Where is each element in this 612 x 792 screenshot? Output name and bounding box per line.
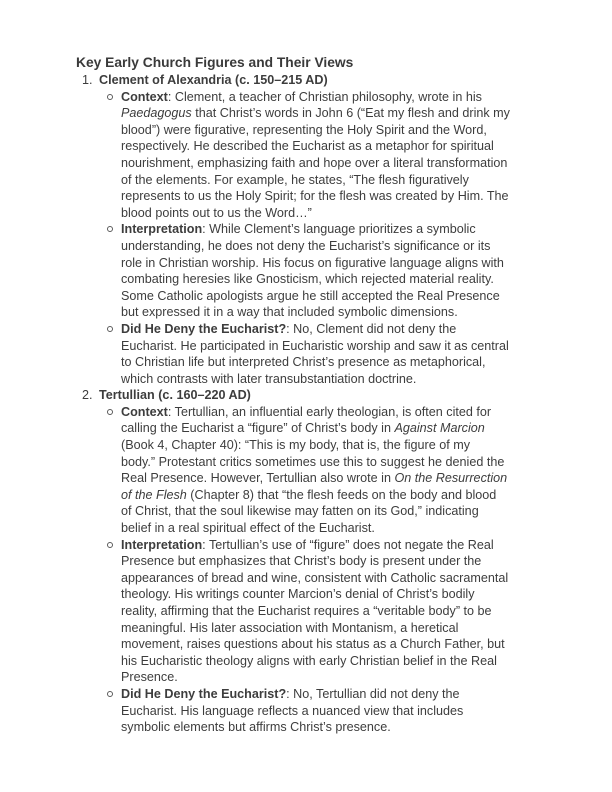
point-text: nourishment, emphasizing faith and hope over a literal transformation <box>121 155 508 170</box>
figure-clement <box>82 72 546 387</box>
point-text: Presence but emphasizes that Christ’s body is present under the <box>121 554 482 569</box>
point-text: : Tertullian, an influential early theologian, is often cited for <box>167 404 492 419</box>
hollow-bullet-icon <box>107 94 113 100</box>
work-title: Paedagogus <box>121 106 192 121</box>
point-text: appearances of bread and wine, consistent with Catholic sacramental <box>121 570 509 585</box>
work-title: of the Flesh <box>121 487 187 502</box>
point-text: combating heresies like Gnosticism, which rejected material reality. <box>121 272 494 287</box>
hollow-bullet-icon <box>107 542 113 548</box>
point-text: belief in a real spiritual effect of the Eucharist. <box>121 521 375 536</box>
point-list <box>82 404 546 736</box>
list-number: 1. <box>82 73 93 87</box>
point-text: blood”) were figurative, representing the Holy Spirit and the Word, <box>121 122 487 137</box>
hollow-bullet-icon <box>107 226 113 232</box>
point-text: theology. His writings counter Marcion’s denial of Christ’s bodily <box>121 587 475 602</box>
work-title: On the Resurrection <box>394 471 508 486</box>
figure-title: Tertullian (c. 160–220 AD) <box>99 388 251 403</box>
point-text: Presence. <box>121 670 178 685</box>
point-text: Eucharist. His language reflects a nuanced view that includes <box>121 703 464 718</box>
hollow-bullet-icon <box>107 326 113 332</box>
point-label: Context <box>121 404 168 419</box>
point-text: calling the Eucharist a “figure” of Christ’s body in <box>121 421 395 436</box>
point-text: to Christian life but interpreted Christ’s presence as metaphorical, <box>121 355 486 370</box>
point-context <box>82 89 534 222</box>
point-text: Eucharist. He participated in Eucharistic worship and saw it as central <box>121 338 509 353</box>
point-text: : While Clement’s language prioritizes a symbolic <box>202 222 476 237</box>
point-text: respectively. He described the Eucharist as a metaphor for spiritual <box>121 139 494 154</box>
point-text: : Clement, a teacher of Christian philosophy, wrote in his <box>167 89 482 104</box>
point-text: symbolic elements but affirms Christ’s presence. <box>121 720 391 735</box>
point-text: role in Christian worship. His focus on figurative language aligns with <box>121 255 504 270</box>
point-interpretation <box>82 537 534 686</box>
point-text: : Tertullian’s use of “figure” does not negate the Real <box>202 537 494 552</box>
point-label: Did He Deny the Eucharist? <box>121 321 287 336</box>
figure-heading <box>82 387 546 404</box>
point-text: : No, Tertullian did not deny the <box>286 686 460 701</box>
point-text: represents to us the Holy Spirit; for the flesh was created by Him. The <box>121 189 509 204</box>
point-did-he-deny <box>82 321 534 387</box>
point-context <box>82 404 534 537</box>
figure-heading <box>82 72 546 89</box>
point-text: but expressed it in a way that included symbolic dimensions. <box>121 305 458 320</box>
point-label: Context <box>121 89 168 104</box>
point-label: Interpretation <box>121 537 203 552</box>
hollow-bullet-icon <box>107 409 113 415</box>
point-text: Some Catholic apologists argue he still accepted the Real Presence <box>121 288 500 303</box>
point-interpretation <box>82 221 534 321</box>
point-text: (Chapter 8) that “the flesh feeds on the body and blood <box>186 487 497 502</box>
point-text: of Christ, that the soul likewise may fatten on its God,” indicating <box>121 504 479 519</box>
point-text: which contrasts with later transubstantiation doctrine. <box>121 371 417 386</box>
hollow-bullet-icon <box>107 691 113 697</box>
point-text: body.” Protestant critics sometimes use this to suggest he denied the <box>121 454 505 469</box>
figure-title: Clement of Alexandria (c. 150–215 AD) <box>99 73 328 87</box>
list-number: 2. <box>82 388 93 403</box>
point-text: his Eucharistic theology aligns with early Christian belief in the Real <box>121 653 497 668</box>
point-text: movement, raises questions about his status as a Church Father, but <box>121 637 505 652</box>
point-text: : No, Clement did not deny the <box>286 321 457 336</box>
point-text: (Book 4, Chapter 40): “This is my body, that is, the figure of my <box>121 438 471 453</box>
point-list <box>82 89 546 388</box>
point-text: Real Presence. However, Tertullian also wrote in <box>121 471 395 486</box>
figure-tertullian <box>82 387 546 735</box>
point-label: Interpretation <box>121 222 203 237</box>
point-text: understanding, he does not deny the Eucharist’s significance or its <box>121 238 491 253</box>
point-text: reality, affirming that the Eucharist requires a “veritable body” to be <box>121 604 492 618</box>
point-text: meaningful. His later association with Montanism, a heretical <box>121 620 459 635</box>
point-label: Did He Deny the Eucharist? <box>121 686 287 701</box>
document-title: Key Early Church Figures and Their Views <box>76 55 354 70</box>
document-page <box>76 54 546 736</box>
point-text: blood points out to us the Word…” <box>121 205 312 220</box>
point-text: of the elements. For example, he states, “The flesh figuratively <box>121 172 469 187</box>
point-did-he-deny <box>82 686 534 736</box>
point-text: that Christ’s words in John 6 (“Eat my flesh and drink my <box>191 106 510 121</box>
work-title: Against Marcion <box>394 421 485 436</box>
